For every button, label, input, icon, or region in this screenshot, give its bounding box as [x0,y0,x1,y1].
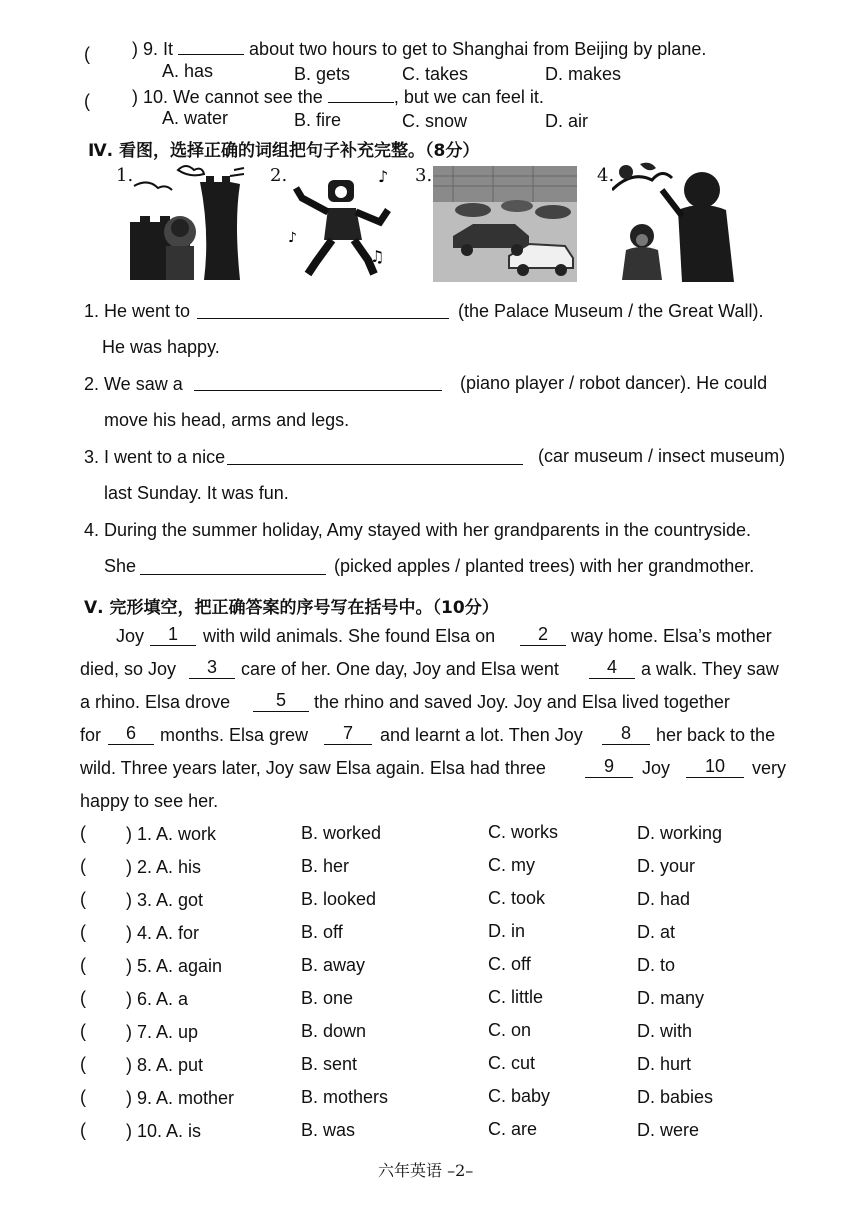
option-q-a: ) 4. A. for [126,923,200,943]
answer-paren[interactable]: ( [80,922,86,942]
answer-paren[interactable]: ( [80,1021,86,1041]
option-b: B. worked [301,823,382,843]
robot-dancer-picture [288,162,398,280]
blank-number-3: 3 [206,657,217,677]
blank-number-2: 2 [537,624,548,644]
option-d: D. at [637,922,676,942]
q4-4-text-c: (picked apples / planted trees) with her grandmother. [334,556,755,576]
passage-blank-1[interactable] [150,645,196,646]
q9-option-d: D. makes [545,64,622,84]
option-c: C. off [488,954,531,974]
pic-label-4: 4. [597,165,615,186]
q4-3-text-a: 3. I went to a nice [84,447,226,467]
q9-text-after: about two hours to get to Shanghai from Beijing by plane. [249,39,707,59]
passage-l1-c: way home. Elsa’s mother [571,626,772,646]
q4-4-blank[interactable] [140,574,326,575]
option-q-a: ) 8. A. put [126,1055,204,1075]
option-c: C. baby [488,1086,551,1106]
option-d: D. hurt [637,1054,692,1074]
passage-blank-9[interactable] [585,777,633,778]
answer-paren[interactable]: ( [80,1120,86,1140]
blank-number-8: 8 [620,723,631,743]
svg-text:♪: ♪ [288,230,297,246]
option-c: D. in [488,921,526,941]
q4-2-text-b: (piano player / robot dancer). He could [460,373,768,393]
passage-l2-a: died, so Joy [80,659,177,679]
option-c: C. are [488,1119,538,1139]
answer-paren[interactable]: ( [80,988,86,1008]
option-d: D. working [637,823,723,843]
pic-label-1: 1. [116,165,134,186]
q10-text-before: ) 10. We cannot see the [132,87,323,107]
q9-option-b: B. gets [294,64,351,84]
great-wall-picture [130,162,250,280]
blank-number-5: 5 [275,690,286,710]
section-5-heading: Ⅴ. 完形填空，把正确答案的序号写在括号中。（10分） [84,598,499,618]
option-c: C. took [488,888,546,908]
option-d: D. many [637,988,705,1008]
passage-l2-b: care of her. One day, Joy and Elsa went [241,659,559,679]
q10-option-d: D. air [545,111,589,131]
option-d: D. with [637,1021,693,1041]
passage-blank-5[interactable] [253,711,309,712]
passage-l5-b: Joy [642,758,671,778]
option-b: B. sent [301,1054,358,1074]
option-b: B. her [301,856,350,876]
pic-label-3: 3. [415,165,433,186]
svg-text:♪: ♪ [378,167,389,186]
answer-paren[interactable]: ( [80,889,86,909]
option-q-a: ) 10. A. is [126,1121,202,1141]
option-d: D. were [637,1120,700,1140]
option-q-a: ) 2. A. his [126,857,202,877]
passage-blank-7[interactable] [324,744,372,745]
q4-1-text-b: (the Palace Museum / the Great Wall). [458,301,764,321]
question-9-stem [132,38,706,60]
option-c: C. cut [488,1053,536,1073]
q4-2-text-a: 2. We saw a [84,374,183,394]
q4-1-text-c: He was happy. [102,337,220,357]
q4-4-text-b: She [104,556,137,576]
q9-blank[interactable] [178,38,244,55]
option-b: B. off [301,922,343,942]
passage-l1-b: with wild animals. She found Elsa on [203,626,496,646]
q4-4-text-a: 4. During the summer holiday, Amy stayed with her grandparents in the countryside. [84,520,752,540]
passage-l6: happy to see her. [80,791,219,811]
option-b: B. one [301,988,354,1008]
answer-paren[interactable]: ( [80,1087,86,1107]
q10-blank[interactable] [328,86,394,103]
passage-l5-c: very [752,758,787,778]
q4-3-text-c: last Sunday. It was fun. [104,483,289,503]
q4-1-blank[interactable] [197,318,449,319]
blank-number-6: 6 [125,723,136,743]
q4-3-text-b: (car museum / insect museum) [538,446,786,466]
paren-mc10: ( [84,91,90,111]
option-b: B. away [301,955,366,975]
q9-option-c: C. takes [402,64,469,84]
option-b: B. down [301,1021,367,1041]
answer-paren[interactable]: ( [80,1054,86,1074]
section-4-heading: Ⅳ. 看图，选择正确的词组把句子补充完整。（8分） [88,141,480,161]
q10-option-a: A. water [162,108,229,128]
blank-number-7: 7 [342,723,353,743]
passage-l3-b: the rhino and saved Joy. Joy and Elsa lived together [314,692,730,712]
picking-apples-picture [612,160,742,282]
answer-paren[interactable]: ( [80,856,86,876]
option-c: C. my [488,855,535,875]
passage-blank-8[interactable] [602,744,650,745]
q10-option-b: B. fire [294,110,342,130]
passage-blank-6[interactable] [108,744,154,745]
option-q-a: ) 6. A. a [126,989,189,1009]
option-q-a: ) 7. A. up [126,1022,199,1042]
q4-3-blank[interactable] [227,464,523,465]
q10-text-after: , but we can feel it. [393,87,544,107]
passage-blank-10[interactable] [686,777,744,778]
passage-l4-b: months. Elsa grew [160,725,309,745]
option-b: B. was [301,1120,356,1140]
passage-l4-c: and learnt a lot. Then Joy [380,725,583,745]
option-d: D. babies [637,1087,714,1107]
passage-blank-4[interactable] [589,678,635,679]
passage-blank-2[interactable] [520,645,566,646]
car-museum-picture [433,166,577,282]
option-b: B. mothers [301,1087,389,1107]
blank-number-4: 4 [606,657,617,677]
question-10-stem [132,86,544,108]
blank-number-9: 9 [603,756,614,776]
option-d: D. had [637,889,691,909]
pic-label-2: 2. [270,165,288,186]
passage-l4-a: for [80,725,102,745]
option-c: C. works [488,822,559,842]
option-q-a: ) 1. A. work [126,824,217,844]
q4-2-blank[interactable] [194,390,442,391]
option-q-a: ) 9. A. mother [126,1088,235,1108]
blank-number-10: 10 [704,756,726,776]
option-q-a: ) 3. A. got [126,890,204,910]
passage-l3-a: a rhino. Elsa drove [80,692,231,712]
blank-number-1: 1 [167,624,178,644]
answer-paren[interactable]: ( [80,955,86,975]
q4-1-text-a: 1. He went to [84,301,191,321]
passage-l5-a: wild. Three years later, Joy saw Elsa again. Elsa had three [80,758,546,778]
q4-2-text-c: move his head, arms and legs. [104,410,350,430]
answer-paren[interactable]: ( [80,823,86,843]
passage-l1-a: Joy [116,626,145,646]
option-d: D. to [637,955,676,975]
svg-text:♫: ♫ [370,247,385,266]
paren-mc9: ( [84,44,90,64]
q10-option-c: C. snow [402,111,468,131]
passage-l2-c: a walk. They saw [641,659,779,679]
option-q-a: ) 5. A. again [126,956,223,976]
passage-l4-d: her back to the [656,725,776,745]
option-b: B. looked [301,889,377,909]
option-c: C. on [488,1020,532,1040]
q9-option-a: A. has [162,61,214,81]
q9-text-before: ) 9. It [132,39,174,59]
option-c: C. little [488,987,544,1007]
passage-blank-3[interactable] [189,678,235,679]
option-d: D. your [637,856,696,876]
page-footer: 六年英语 –2– [378,1161,474,1180]
